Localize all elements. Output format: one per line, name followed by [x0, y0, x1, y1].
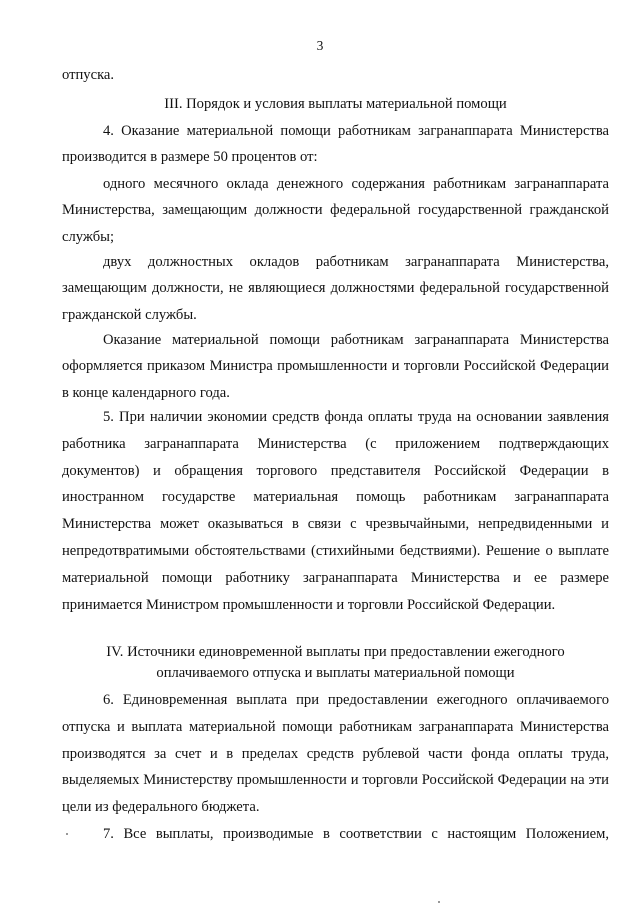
section-4-heading-line-1: IV. Источники единовременной выплаты при предоставлении ежегодного [106, 644, 565, 660]
paragraph-6: 6. Единовременная выплата при предоставлении ежегодного оплачиваемого отпуска и выплата материальной помощи работникам загранаппарата Министерства производятся за счет и в пределах средств рублевой части фонда оплаты труда, выделяемых Министерству промышленности и торговли Российской Федерации на эти цели из федерального бюджета. [62, 692, 609, 816]
scan-speck [438, 901, 440, 903]
section-4-heading [62, 642, 609, 684]
paragraph-4-item-b: двух должностных окладов работникам загранаппарата Министерства, замещающим должности, не являющиеся должностями федеральной государственной гражданской службы. [62, 254, 609, 323]
section-3-heading: III. Порядок и условия выплаты материальной помощи [164, 96, 507, 112]
paragraph-7: 7. Все выплаты, производимые в соответствии с настоящим Положением, [103, 826, 609, 842]
paragraph-4-item-a: одного месячного оклада денежного содержания работникам загранаппарата Министерства, замещающим должности федеральной государственной гражданской службы; [62, 176, 609, 245]
scan-speck [66, 833, 68, 835]
section-4-heading-line-2: оплачиваемого отпуска и выплаты материальной помощи [156, 665, 515, 681]
paragraph-4-closing: Оказание материальной помощи работникам загранаппарата Министерства оформляется приказом Министра промышленности и торговли Российской Федерации в конце календарного года. [62, 332, 609, 401]
paragraph-5: 5. При наличии экономии средств фонда оплаты труда на основании заявления работника загранаппарата Министерства (с приложением подтверждающих документов) и обращения торгового представителя Российской Федерации в иностранном государстве материальная помощь работникам загранаппарата Министерства может оказываться в связи с чрезвычайными, непредвиденными и непредотвратимыми обстоятельствами (стихийными бедствиями). Решение о выплате материальной помощи работнику загранаппарата Министерства и ее размере принимается Министром промышленности и торговли Российской Федерации. [62, 409, 609, 613]
page-number: 3 [316, 38, 324, 53]
continuation-text: отпуска. [62, 67, 115, 83]
paragraph-4: 4. Оказание материальной помощи работникам загранаппарата Министерства производится в размере 50 процентов от: [62, 123, 609, 166]
